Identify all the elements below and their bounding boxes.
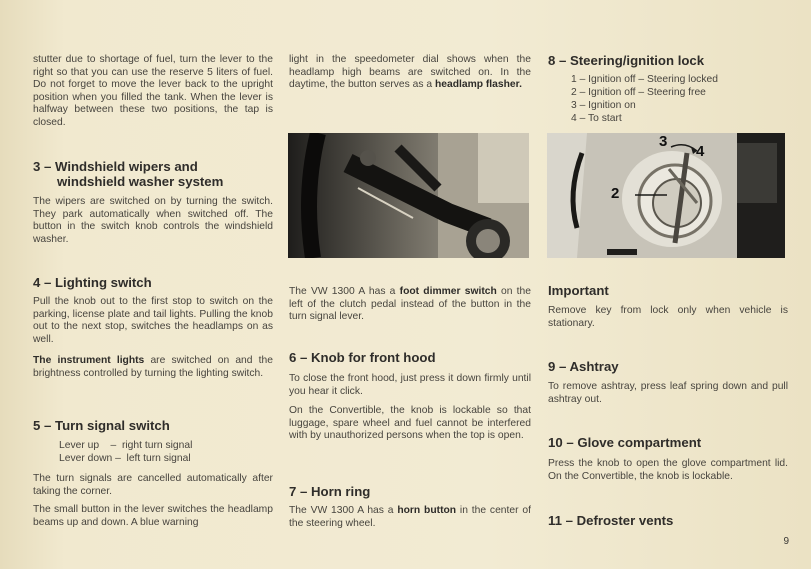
section-7-title: 7 – Horn ring xyxy=(289,484,371,499)
section-9-text: To remove ashtray, press leaf spring down and pull ashtray out. xyxy=(548,381,788,405)
important-text: Remove key from lock only when vehicle is stationary. xyxy=(548,305,788,329)
page-number: 9 xyxy=(783,536,789,547)
section-6-title: 6 – Knob for front hood xyxy=(289,350,436,365)
ignition-lock-illustration xyxy=(547,133,785,258)
foot-dimmer-text xyxy=(289,286,531,324)
section-4-title: 4 – Lighting switch xyxy=(33,275,152,290)
foot-dimmer-text-b: on the left of the clutch pedal instead of the button in the turn signal lever. xyxy=(289,286,531,323)
section-5-text-1: The turn signals are cancelled automatically after taking the corner. xyxy=(33,473,273,497)
turn-signal-item-1: Lever up – right turn signal xyxy=(59,440,193,451)
headlamp-flasher-bold: headlamp flasher. xyxy=(434,79,522,91)
section-10-title: 10 – Glove compartment xyxy=(548,435,702,450)
section-4-text: Pull the knob out to the first stop to switch on the parking, license plate and tail lights. Pulling the knob out to the next stop, switches the headlamps on as well. xyxy=(33,296,273,345)
instrument-lights-bold: The instrument lights xyxy=(33,355,145,366)
horn-text-b: in the center of the steering wheel. xyxy=(289,505,531,529)
important-title: Important xyxy=(548,283,609,298)
high-beam-text-body: light in the speedometer dial shows when the headlamp high beams are switched on. In the daytime, the button serves as a xyxy=(289,54,531,91)
section-3-text: The wipers are switched on by turning the switch. They park automatically when switched off. The button in the switch knob controls the windshield washer. xyxy=(33,196,273,245)
lock-label-3: 3 xyxy=(659,133,668,150)
section-6-text-1: To close the front hood, just press it down firmly until you hear it click. xyxy=(289,373,531,397)
lock-position-4: 4 – To start xyxy=(571,113,622,124)
section-6-text-2: On the Convertible, the knob is lockable so that luggage, spare wheel and fuel cannot be interfered with by unauthorized persons when the top is open. xyxy=(289,405,531,442)
section-10-text: Press the knob to open the glove compartment lid. On the Convertible, the knob is lockable. xyxy=(548,458,788,482)
section-5-text-2: The small button in the lever switches the headlamp beams up and down. A blue warning xyxy=(33,504,273,528)
turn-signal-item-2: Lever down – left turn signal xyxy=(59,453,191,464)
fuel-tap-text: stutter due to shortage of fuel, turn the lever to the right so that you can use the reserve 5 liters of fuel. Do not forget to move the lever back to the upright position when you filled the tank. When the lever is halfway between these two positions, the tap is closed. xyxy=(33,54,273,128)
section-11-title: 11 – Defroster vents xyxy=(548,513,674,528)
foot-dimmer-bold: foot dimmer switch xyxy=(399,286,497,297)
section-8-title: 8 – Steering/ignition lock xyxy=(548,53,705,68)
steering-column-photo xyxy=(288,133,529,258)
high-beam-text xyxy=(289,54,531,92)
lock-position-2: 2 – Ignition off – Steering free xyxy=(571,87,706,98)
section-3-title-line2: windshield washer system xyxy=(57,174,224,189)
lock-position-3: 3 – Ignition on xyxy=(571,100,636,111)
instrument-lights-text: are switched on and the brightness controlled by turning the lighting switch. xyxy=(33,355,273,379)
foot-dimmer-text-a: The VW 1300 A has a xyxy=(289,286,400,297)
lock-label-4: 4 xyxy=(696,143,705,160)
section-9-title: 9 – Ashtray xyxy=(548,359,619,374)
section-3-title-line1: 3 – Windshield wipers and xyxy=(33,159,198,174)
section-5-title: 5 – Turn signal switch xyxy=(33,418,170,433)
horn-text-a: The VW 1300 A has a xyxy=(289,505,398,516)
section-7-text xyxy=(289,505,531,530)
horn-button-bold: horn button xyxy=(397,505,457,516)
lock-position-1: 1 – Ignition off – Steering locked xyxy=(571,74,718,85)
lock-label-2: 2 xyxy=(611,185,620,202)
section-4-instrument-lights xyxy=(33,355,273,380)
ignition-lock-photo xyxy=(547,133,785,258)
steering-column-illustration xyxy=(288,133,529,258)
